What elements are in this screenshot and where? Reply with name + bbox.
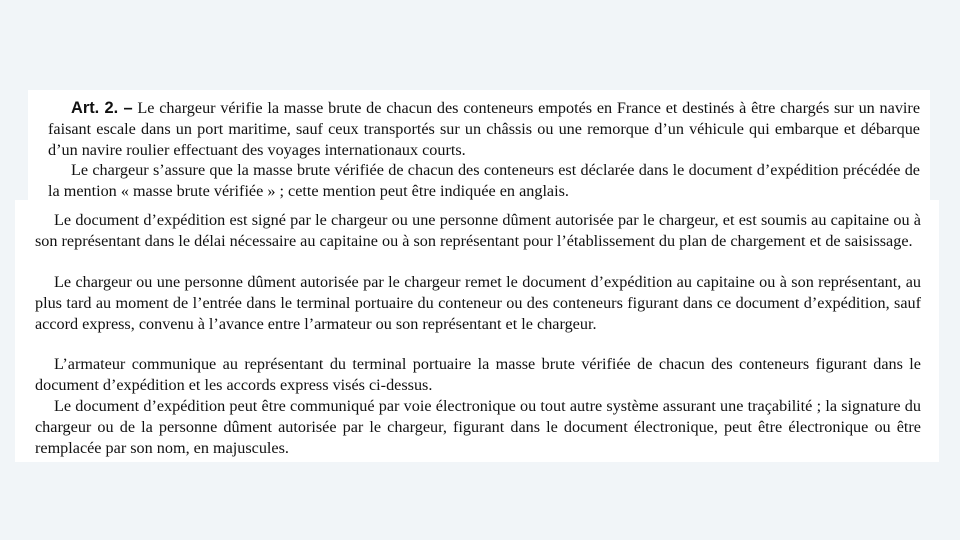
article-number: Art. 2. –: [71, 99, 133, 117]
article-paragraph-2: Le chargeur s’assure que la masse brute vérifiée de chacun des conteneurs est déclarée dans le document d’expédition précédée de la mention « masse brute vérifiée » ; cette mention peut être indiquée en anglais.: [48, 161, 920, 200]
article-paragraph-5: L’armateur communique au représentant du terminal portuaire la masse brute vérifiée de chacun des conteneurs figurant dans le document d’expédition et les accords express visés ci-dessus.: [35, 355, 921, 394]
article-bottom-excerpt: [15, 200, 939, 462]
article-top-excerpt: [28, 90, 930, 202]
article-paragraph-4: Le chargeur ou une personne dûment autorisée par le chargeur remet le document d’expédition au capitaine ou à son représentant, au plus tard au moment de l’entrée dans le terminal portuaire du conteneur ou des conteneurs figurant dans ce document d’expédition, sauf accord express, convenu à l’avance entre l’armateur ou son représentant et le chargeur.: [35, 273, 921, 333]
article-paragraph-3: Le document d’expédition est signé par le chargeur ou une personne dûment autorisée par le chargeur, et est soumis au capitaine ou à son représentant dans le délai nécessaire au capitaine ou à son représentant pour l’établissement du plan de chargement et de saisissage.: [35, 211, 921, 250]
article-paragraph-6: Le document d’expédition peut être communiqué par voie électronique ou tout autre système assurant une traçabilité ; la signature du chargeur ou de la personne dûment autorisée par le chargeur, figurant dans le document électronique, peut être électronique ou être remplacée par son nom, en majuscules.: [35, 397, 921, 457]
paragraph-1-text: Le chargeur vérifie la masse brute de chacun des conteneurs empotés en France et destinés à être chargés sur un navire faisant escale dans un port maritime, sauf ceux transportés sur un châssis ou une remorque d’un véhicule qui embarque et débarque d’un navire roulier effectuant des voyages internationaux courts.: [48, 99, 921, 159]
article-paragraph-1: [48, 98, 920, 161]
